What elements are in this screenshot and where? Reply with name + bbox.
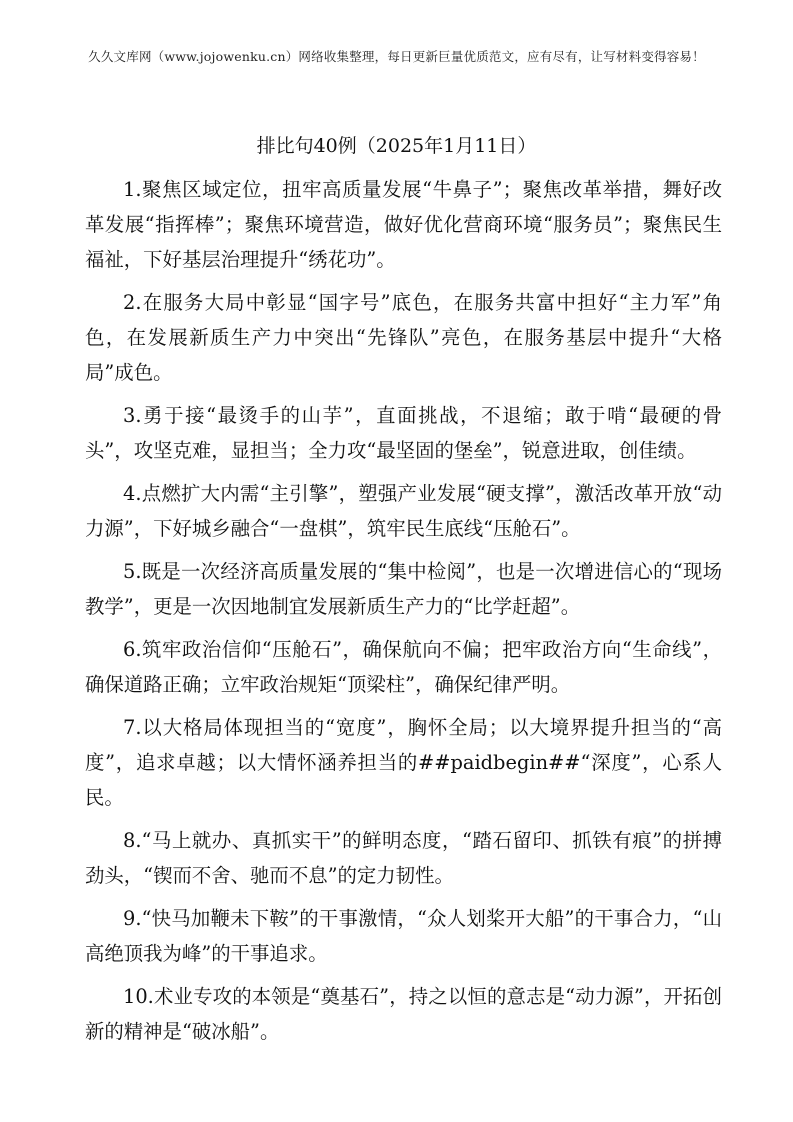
paragraph-5: 5.既是一次经济高质量发展的“集中检阅”，也是一次增进信心的“现场教学”，更是一次因地制宜发展新质生产力的“比学赶超”。 [85, 560, 722, 618]
paragraph-6: 6.筑牢政治信仰“压舱石”，确保航向不偏；把牢政治方向“生命线”，确保道路正确；立牢政治规矩“顶梁柱”，确保纪律严明。 [85, 638, 722, 696]
paragraph-2: 2.在服务大局中彰显“国字号”底色，在服务共富中担好“主力军”角色，在发展新质生产力中突出“先锋队”亮色，在服务基层中提升“大格局”成色。 [85, 291, 722, 384]
paragraph-10: 10.术业专攻的本领是“奠基石”，持之以恒的意志是“动力源”，开拓创新的精神是“破冰船”。 [85, 985, 722, 1043]
paragraph-9: 9.“快马加鞭未下鞍”的干事激情，“众人划桨开大船”的干事合力，“山高绝顶我为峰”的干事追求。 [85, 907, 722, 965]
document-title: 排比句40例（2025年1月11日） [256, 135, 537, 157]
paragraph-4: 4.点燃扩大内需“主引擎”，塑强产业发展“硬支撑”，激活改革开放“动力源”，下好城乡融合“一盘棋”，筑牢民生底线“压舱石”。 [85, 482, 722, 540]
paragraph-7: 7.以大格局体现担当的“宽度”，胸怀全局；以大境界提升担当的“高度”，追求卓越；以大情怀涵养担当的##paidbegin##“深度”，心系人民。 [85, 716, 722, 809]
paragraph-8: 8.“马上就办、真抓实干”的鲜明态度，“踏石留印、抓铁有痕”的拼搏劲头，“锲而不舍、驰而不息”的定力韧性。 [85, 829, 722, 887]
paragraph-1: 1.聚焦区域定位，扭牢高质量发展“牛鼻子”；聚焦改革举措，舞好改革发展“指挥棒”；聚焦环境营造，做好优化营商环境“服务员”；聚焦民生福祉，下好基层治理提升“绣花功”。 [85, 178, 722, 271]
paragraph-3: 3.勇于接“最烫手的山芋”，直面挑战，不退缩；敢于啃“最硬的骨头”，攻坚克难，显担当；全力攻“最坚固的堡垒”，锐意进取，创佳绩。 [85, 404, 722, 462]
document-body [85, 172, 722, 1057]
header-note: 久久文库网（www.jojowenku.cn）网络收集整理，每日更新巨量优质范文，应有尽有，让写材料变得容易！ [88, 49, 705, 64]
